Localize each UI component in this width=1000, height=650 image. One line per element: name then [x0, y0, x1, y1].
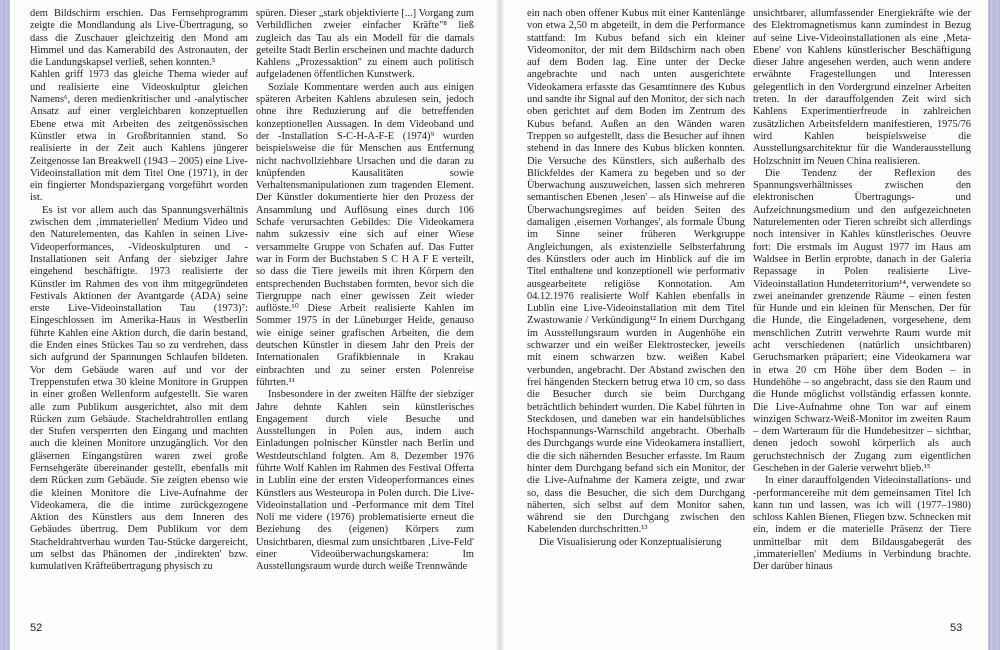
text-column-3	[527, 8, 745, 549]
paragraph: Die Tendenz der Reflexion des Spannungsverhältnisses zwischen den elektronischen Übertragungs- und Aufzeichnungsmedium und den aufgezeichneten Naturelementen oder Tieren schreibt sich allerdings noch intensiver in Kahles künstlerisches Oeuvre fort: Die erstmals im August 1977 im Haus am Waldsee in Berlin erprobte, danach in der Galeria Repassage in Polen realisierte Live-Videoinstallation Hundeterritorium¹⁴, verwendete so zwei aneinander grenzende Räume – einen festen für Hunde und ein kleinen für Menschen. Der für die Hunde, die Eingeladenen, vorgesehene, dem menschlichen Zutritt verwehrte Raum wurde mit acht verschiedenen (natürlich unsichtbaren) Geruchsmarken präpariert; eine Videokamera war in etwa 20 cm Höhe über dem Boden – in Hundehöhe – so angebracht, dass sie den Raum und die Hunde möglichst vollständig erfassen konnte. Die Live-Aufnahme ohne Ton war auf einem winzigen Schwarz-Weiß-Monitor im zweiten Raum – dem Warteraum für die Hundebesitzer – sichtbar, denen jedoch sowohl körperlich als auch geruchstechnisch der Zugang zum eigentlichen Geschehen in der Galerie verwehrt blieb.¹⁵	[753, 167, 971, 474]
paragraph: Es ist vor allem auch das Spannungsverhältnis zwischen dem ‚immateriellen' Medium Video und den Naturelementen, das Kahlen in seinen Live-Videoperformances, -Videoskulpturen und -Installationen seit Anfang der siebziger Jahre eingehend beschäftigte. 1973 realisierte der Künstler im Rahmen des von ihm mitgegründeten Festivals Aktionen der Avantgarde (ADA) seine erste Live-Videoinstallation Tau (1973)⁷: Eingeschlossen im Amerika-Haus in Westberlin führte Kahlen eine Aktion durch, die darin bestand, die Enden eines Stückes Tau so zu verdrehen, dass sich aufgrund der Spannungen Schlaufen bildeten. Vor dem Gebäude waren auf und vor der Treppenstufen etwa 30 kleine Monitore in Gruppen in einer großen Wellenform aufgestellt. Sie waren alle zum Publikum ausgerichtet, also mit dem Rücken zum Gebäude. Stacheldrahtrollen entlang der Stufen versperrten den Eingang und machten auch die kleinen Monitore unzugänglich. Vor den gläsernen Eingangstüren waren zwei große Fernsehgeräte übereinander gestellt, ebenfalls mit dem Rücken zum Gebäude. Sie zeigten ebenso wie die kleinen Monitore die Live-Aufnahme der Videokamera, die die intime zurückgezogene Aktion des Künstlers aus dem Inneren des Gebäudes übertrug. Dem Publikum vor dem Stacheldrahtverhau wurden Tau-Stücke dargereicht, um selbst das Phänomen der ‚indirekten' bzw. kumulativen Kräfteübertragung physisch zu	[30, 204, 248, 573]
page-edge-left	[0, 0, 10, 650]
page-number-left: 52	[30, 622, 43, 634]
paragraph: dem Bildschirm erschien. Das Fernsehprogramm zeigte die Mondlandung als Live-Übertragung, so dass die Zuschauer gleichzeitig den Mond am Himmel und das Kamerabild des Astronauten, der die Landungskapsel verließ, sehen konnten.⁵	[30, 8, 248, 69]
paragraph: Die Visualisierung oder Konzeptualisierung	[539, 536, 722, 548]
page-number-right: 53	[950, 622, 963, 634]
book-gutter	[496, 0, 504, 650]
text-column-1	[30, 8, 248, 574]
text-column-4	[753, 8, 971, 574]
page-edge-right	[988, 0, 1000, 650]
paragraph: Kahlen griff 1973 das gleiche Thema wieder auf und realisierte eine Videoskulptur gleichen Namens⁶, deren medienkritischer und -analytischer Ansatz auf einer vergleichbaren konzeptuellen Ebene etwa mit Arbeiten des zeitgenössischen Künstler etwa in Großbritannien stand. So realisierte in der Zeit auch Kahlens jüngerer Zeitgenosse Ian Breakwell (1943 – 2005) eine Live-Videoinstallation mit dem Titel One (1971), in der ein fingierter Mondspaziergang vorgeführt worden ist.	[30, 69, 248, 204]
text-column-2	[256, 8, 474, 574]
paragraph: In einer darauffolgenden Videoinstallations- und -performancereihe mit dem gemeinsamen Titel Ich kann tun und lassen, was ich will (1977–1980) schloss Kahlen Bienen, Fliegen bzw. Schnecken mit ein, indem er die materielle Präsenz der Tiere unmittelbar mit dem Bildausgabegerät des ‚immateriellen' Mediums in Verbindung brachte. Der darüber hinaus	[753, 475, 971, 573]
paragraph: Insbesondere in der zweiten Hälfte der siebziger Jahre dehnte Kahlen sein künstlerisches Engagement durch viele Besuche und Ausstellungen in Polen aus, indem auch Einladungen polnischer Künstler nach Berlin und Westdeutschland folgten. Am 8. Dezember 1976 führte Wolf Kahlen im Rahmen des Festival Offerta in Lublin eine der ersten Videoperformances eines Künstlers aus Westeuropa in Polen durch. Die Live-Videoinstallation und -Performance mit dem Titel Noli me videre (1976) problematisierte erneut die Beziehung des (eigenen) Körpers zum Unsichtbaren, diesmal zum unsichtbaren ‚Live-Feld' einer Videoüberwachungskamera: Im Ausstellungsraum wurde durch weiße Trennwände	[256, 389, 474, 573]
paragraph: Soziale Kommentare werden auch aus einigen späteren Arbeiten Kahlens abzulesen sein, jedoch ohne ihre Reduzierung auf die betreffenden konzeptionellen Aussagen. In dem Videoband und der -Installation S-C-H-A-F-E (1974)⁹ wurden beispielsweise die für Menschen aus Entfernung nicht nachvollziehbare Ursachen und die daran zu knüpfenden Kausalitäten sowie Verhaltensmanipulationen zum tragenden Element. Der Künstler dokumentierte hier den Prozess der Ansammlung und Auflösung eines durch 106 Schafe verursachten Gebildes: Die Videokamera nahm sukzessiv eine sich auf einer Wiese versammelte Gruppe von Schafen auf. Das Futter war in Form der Buchstaben S C H A F E verteilt, so dass die Tiere jeweils mit ihren Körpern den entsprechenden Buchstaben formten, bevor sich die Tiergruppe nach einer gewissen Zeit wieder auflöste.¹⁰ Diese Arbeit realisierte Kahlen im Sommer 1975 in der Lüneburger Heide, genauso wie einige seiner grafischen Arbeiten, die dem deutschen Künstler in diesem Jahr den Preis der Internationalen Grafikbiennale in Krakau einbrachten und zu seiner ersten Polenreise führten.¹¹	[256, 81, 474, 388]
paragraph: spüren. Dieser „stark objektivierte [...] Vorgang zum Verbildlichen zweier einfacher Kräfte"⁸ ließ zugleich das Tau als ein Modell für die damals geteilte Stadt Berlin erscheinen und machte dadurch Kahlens „Prozessaktion" zu einem auch politisch aufgeladenen öffentlichen Kunstwerk.	[256, 8, 474, 81]
paragraph: ein nach oben offener Kubus mit einer Kantenlänge von etwa 2,50 m abgeteilt, in dem die Performance stattfand: Im Kubus befand sich ein kleiner Videomonitor, der mit dem Bildschirm nach oben auf dem Boden lag. Eine unter der Decke angebrachte und nach unten ausgerichtete Videokamera erfasste das Gesamtinnere des Kubus und sandte ihr Signal auf den Monitor, der sich nach oben gerichtet auf dem Boden im Zentrum des Kubus befand. Außen an den Wänden waren Treppen so aufgestellt, dass die Besucher auf ihnen stehend in das Innere des Kubus blicken konnten. Die Versuche des Künstlers, sich außerhalb des Blickfeldes der Kamera zu begeben und so der Überwachung auszuweichen, lassen sich mehreren semantischen Ebenen ‚lesen' – als Hinweise auf die Überwachungsregimes auf beiden Seiten des damaligen ‚eisernen Vorhanges', als formale Übung im Sinne seiner früheren Werkgruppe Angleichungen, als existenzielle Selbsterfahrung des Künstlers oder auch im Hinblick auf die im Titel enthaltene und konzeptionell wie performativ ausgearbeitete religiöse Konnotation. Am 04.12.1976 realisierte Wolf Kahlen ebenfalls in Lublin eine Live-Videoinstallation mit dem Titel Zwastowanie / Verkündigung¹² In einem Durchgang im Ausstellungsraum wurden in Augenhöhe ein schwarzer und ein weißer Elektrostecker, jeweils mit einem schwarzen bzw. weißen Kabel verbunden, angebracht. Der Abstand zwischen den frei hängenden Steckern betrug etwa 10 cm, so dass die Besucher durch sie beim Durchgang beträchtlich behindert wurden. Die Kabel führten in Steckdosen, und daneben war ein handelsübliches Hochspannungs-Warnschild angebracht. Oberhalb des Durchgangs wurde eine Videokamera installiert, die die sich nähernden Besucher erfasste. Im Raum hinter dem Durchgang befand sich ein Monitor, der die Live-Aufnahme der Kamera zeigte, und zwar so, dass die Besucher, die sich dem Durchgang näherten, sich selbst auf dem Monitor sahen, während sie den Durchgang zwischen den Kabelenden durchschritten.¹³	[527, 8, 745, 536]
paragraph: unsichtbarer, allumfassender Energiekräfte wie der des Elektromagnetismus kann zumindest in Bezug auf seine Live-Videoinstallationen als eine ‚Meta-Ebene' von Kahlens künstlerischer Beschäftigung dieser Jahre angesehen werden, auch wenn andere erwähnte Fragestellungen und Interessen gelegentlich in den Vordergrund einzelner Arbeiten treten. In der darauffolgenden Zeit wird sich Kahlens Experimentierfreude in zahlreichen zusätzlichen Arbeitsfeldern manifestieren, 1975/76 wird Kahlen beispielsweise die Ausstellungsarchitektur für die Wanderausstellung Holzschnitt im Neuen China realisieren.	[753, 8, 971, 167]
